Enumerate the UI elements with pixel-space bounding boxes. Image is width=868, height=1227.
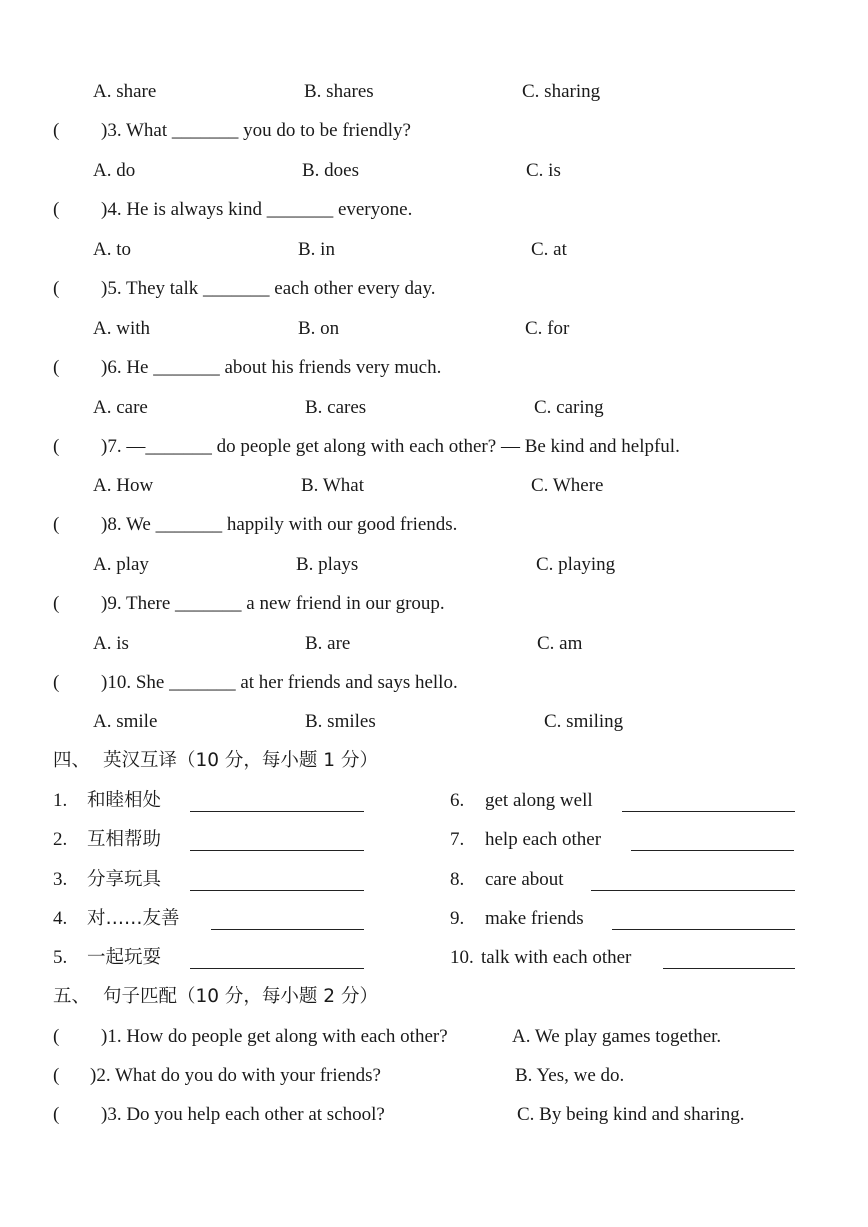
question-stem: )7. —_______ do people get along with each other? — Be kind and helpful. (101, 436, 680, 457)
options-row-q3 (0, 156, 868, 186)
answer-blank[interactable] (190, 811, 364, 812)
option-b: B. What (301, 475, 364, 496)
option-c: C. smiling (544, 711, 624, 732)
option-a: A. How (93, 475, 154, 496)
question-stem: )9. There _______ a new friend in our group. (101, 593, 445, 614)
option-b: B. on (298, 318, 340, 339)
question-stem: )5. They talk _______ each other every day. (101, 278, 436, 299)
chinese-phrase: 一起玩耍 (87, 947, 162, 968)
answer-blank[interactable] (190, 890, 364, 891)
options-row-q10 (0, 707, 868, 737)
item-number: 4. (53, 908, 68, 929)
item-number: 1. (53, 790, 68, 811)
question-3 (0, 116, 868, 146)
english-phrase: help each other (485, 829, 602, 850)
translation-row-1 (0, 786, 868, 816)
option-b: B. plays (296, 554, 359, 575)
answer-paren: ( (53, 593, 60, 614)
options-row-q9 (0, 629, 868, 659)
option-b: B. smiles (305, 711, 376, 732)
answer-paren: ( (53, 120, 60, 141)
match-question: )3. Do you help each other at school? (101, 1104, 385, 1125)
question-7 (0, 432, 868, 462)
translation-row-5 (0, 943, 868, 973)
question-9 (0, 589, 868, 619)
answer-paren: ( (53, 1104, 60, 1125)
answer-paren: ( (53, 1065, 60, 1086)
match-row-3 (0, 1100, 868, 1130)
option-b: B. shares (304, 81, 374, 102)
english-phrase: talk with each other (481, 947, 632, 968)
chinese-phrase: 对……友善 (87, 908, 180, 929)
option-c: C. Where (531, 475, 604, 496)
english-phrase: make friends (485, 908, 584, 929)
options-row-q5 (0, 314, 868, 344)
option-c: C. am (537, 633, 583, 654)
option-a: A. care (93, 397, 148, 418)
answer-blank[interactable] (190, 968, 364, 969)
option-a: A. is (93, 633, 129, 654)
question-stem: )10. She _______ at her friends and says hello. (101, 672, 458, 693)
answer-blank[interactable] (663, 968, 795, 969)
translation-row-3 (0, 865, 868, 895)
option-c: C. playing (536, 554, 616, 575)
chinese-phrase: 和睦相处 (87, 790, 162, 811)
answer-paren: ( (53, 199, 60, 220)
option-a: A. to (93, 239, 131, 260)
item-number: 9. (450, 908, 465, 929)
translation-row-2 (0, 825, 868, 855)
english-phrase: get along well (485, 790, 593, 811)
options-row-q6 (0, 393, 868, 423)
options-row-q8 (0, 550, 868, 580)
match-answer: B. Yes, we do. (515, 1065, 625, 1086)
english-phrase: care about (485, 869, 564, 890)
section-title: 句子匹配（10 分，每小题 2 分） (103, 986, 378, 1007)
item-number: 6. (450, 790, 465, 811)
item-number: 2. (53, 829, 68, 850)
answer-paren: ( (53, 1026, 60, 1047)
section-number: 四、 (53, 750, 91, 771)
item-number: 10. (450, 947, 474, 968)
option-a: A. play (93, 554, 149, 575)
options-row-q2 (0, 77, 868, 107)
option-c: C. is (526, 160, 561, 181)
options-row-q4 (0, 235, 868, 265)
option-a: A. with (93, 318, 150, 339)
match-row-1 (0, 1022, 868, 1052)
answer-paren: ( (53, 357, 60, 378)
answer-blank[interactable] (631, 850, 794, 851)
match-question: )1. How do people get along with each other? (101, 1026, 448, 1047)
option-b: B. in (298, 239, 335, 260)
option-a: A. share (93, 81, 157, 102)
match-answer: C. By being kind and sharing. (517, 1104, 745, 1125)
chinese-phrase: 互相帮助 (87, 829, 162, 850)
answer-paren: ( (53, 672, 60, 693)
answer-blank[interactable] (211, 929, 364, 930)
option-a: A. do (93, 160, 136, 181)
option-c: C. sharing (522, 81, 601, 102)
question-5 (0, 274, 868, 304)
question-10 (0, 668, 868, 698)
section-number: 五、 (53, 986, 91, 1007)
answer-paren: ( (53, 436, 60, 457)
question-stem: )3. What _______ you do to be friendly? (101, 120, 411, 141)
match-question: )2. What do you do with your friends? (90, 1065, 381, 1086)
answer-blank[interactable] (612, 929, 795, 930)
answer-paren: ( (53, 278, 60, 299)
question-8 (0, 510, 868, 540)
item-number: 7. (450, 829, 465, 850)
question-stem: )6. He _______ about his friends very much. (101, 357, 442, 378)
option-a: A. smile (93, 711, 158, 732)
answer-blank[interactable] (591, 890, 795, 891)
option-b: B. does (302, 160, 359, 181)
item-number: 3. (53, 869, 68, 890)
item-number: 8. (450, 869, 465, 890)
item-number: 5. (53, 947, 68, 968)
answer-paren: ( (53, 514, 60, 535)
answer-blank[interactable] (622, 811, 795, 812)
question-stem: )8. We _______ happily with our good friends. (101, 514, 458, 535)
option-c: C. caring (534, 397, 604, 418)
section-4-heading (0, 746, 868, 776)
option-b: B. cares (305, 397, 367, 418)
option-b: B. are (305, 633, 351, 654)
chinese-phrase: 分享玩具 (87, 869, 162, 890)
options-row-q7 (0, 471, 868, 501)
option-c: C. for (525, 318, 570, 339)
option-c: C. at (531, 239, 567, 260)
question-4 (0, 195, 868, 225)
section-5-heading (0, 982, 868, 1012)
answer-blank[interactable] (190, 850, 364, 851)
section-title: 英汉互译（10 分，每小题 1 分） (103, 750, 378, 771)
question-stem: )4. He is always kind _______ everyone. (101, 199, 413, 220)
match-answer: A. We play games together. (512, 1026, 722, 1047)
match-row-2 (0, 1061, 868, 1091)
question-6 (0, 353, 868, 383)
translation-row-4 (0, 904, 868, 934)
